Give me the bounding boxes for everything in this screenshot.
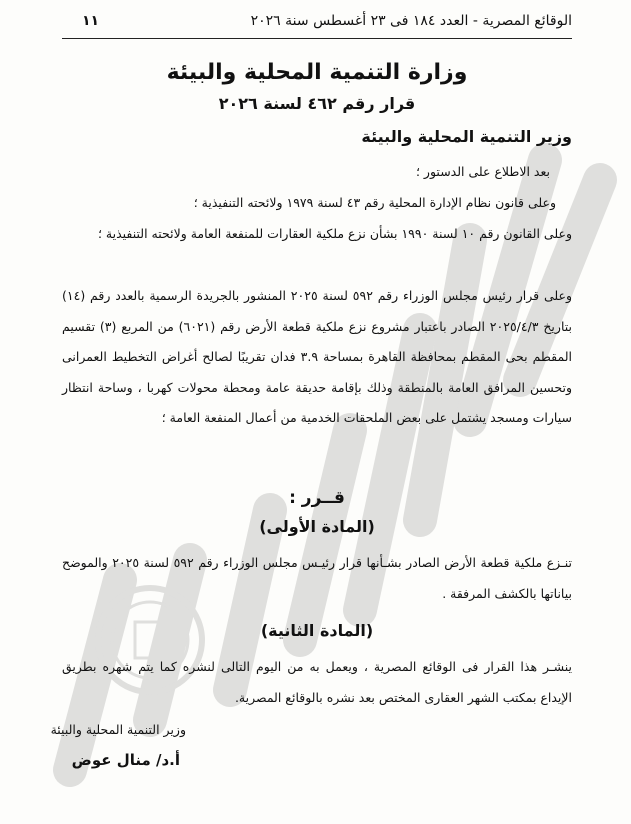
decree-number: قرار رقم ٤٦٢ لسنة ٢٠٢٦ xyxy=(218,94,416,113)
page-number: ١١ xyxy=(82,13,100,29)
article-2-heading: (المادة الثانية) xyxy=(260,621,374,640)
article-2-text: ينشـر هذا القرار فى الوقائع المصرية ، ويعمل به من اليوم التالى لنشره كما يتم شهره بطريق الإيداع بمكتب الشهر العقارى المختص بعد نشره بالوقائع المصرية. xyxy=(62,659,572,705)
page-header xyxy=(62,10,572,32)
article-1-heading: (المادة الأولى) xyxy=(259,517,375,536)
header-divider xyxy=(62,38,572,39)
preamble-paragraph: وعلى قرار رئيس مجلس الوزراء رقم ٥٩٢ لسنة ٢٠٢٥ المنشور بالجريدة الرسمية بالعدد رقم (١٤) بتاريخ ٢٠٢٥/٤/٣ الصادر باعتبار مشروع نزع ملكية قطعة الأرض رقم (٦٠٢١) من المربع (٣) تقسيم المقطم بحى المقطم بمحافظة القاهرة بمساحة ٣.٩ فدان تقريبًا لصالح أغراض التخطيط العمرانى وتحسين المرافق العامة بالمنطقة وذلك بإقامة حديقة عامة ومحطة محولات كهربا ، وساحة انتظار سيارات ومسجد يشتمل على بعض الملحقات الخدمية من أعمال المنفعة العامة ؛ xyxy=(62,288,572,425)
ministry-heading: وزارة التنمية المحلية والبيئة xyxy=(166,60,468,85)
article-1-text: تنـزع ملكية قطعة الأرض الصادر بشـأنها قرار رئيـس مجلس الوزراء رقم ٥٩٢ لسنة ٢٠٢٥ والموضح بياناتها بالكشف المرفقة . xyxy=(62,555,572,601)
issuer-title: وزير التنمية المحلية والبيئة xyxy=(361,127,572,146)
preamble-paragraph: بعد الاطلاع على الدستور ؛ xyxy=(415,164,550,179)
preamble-paragraph: وعلى القانون رقم ١٠ لسنة ١٩٩٠ بشأن نزع ملكية العقارات للمنفعة العامة ولائحته التنفيذية ؛ xyxy=(97,226,572,241)
signature-name: أ.د/ منال عوض xyxy=(71,751,180,769)
document-page xyxy=(50,0,572,824)
gazette-header-title: الوقائع المصرية - العدد ١٨٤ فى ٢٣ أغسطس سنة ٢٠٢٦ xyxy=(250,13,572,29)
preamble-paragraph: وعلى قانون نظام الإدارة المحلية رقم ٤٣ لسنة ١٩٧٩ ولائحته التنفيذية ؛ xyxy=(193,195,556,210)
signature-title: وزير التنمية المحلية والبيئة xyxy=(50,722,186,737)
decides-heading: قــرر : xyxy=(289,488,345,508)
